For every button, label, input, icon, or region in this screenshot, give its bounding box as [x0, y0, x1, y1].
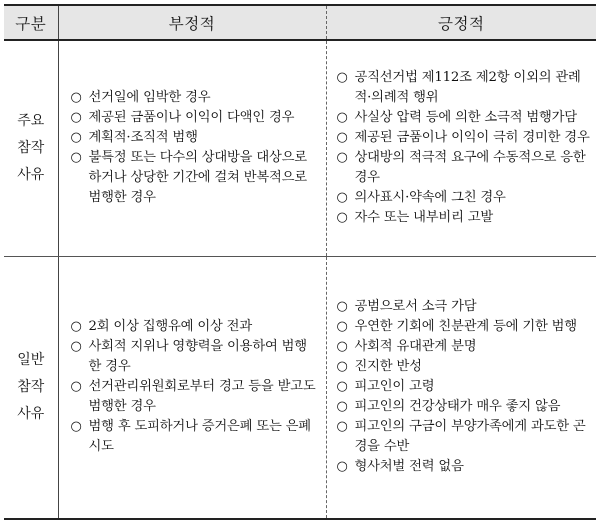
sentencing-factors-table-frame: [4, 4, 596, 518]
category-line: 사유: [17, 405, 45, 422]
negative-cell: [58, 40, 326, 256]
category-cell-general: [4, 256, 58, 519]
list-item: ○ 공범으로서 소극 가담: [337, 297, 591, 317]
circle-bullet-icon: ○: [336, 130, 348, 146]
circle-bullet-icon: ○: [336, 299, 348, 315]
list-item: ○ 계획적·조직적 범행: [71, 128, 318, 148]
circle-bullet-icon: ○: [336, 70, 348, 86]
list-item: ○ 상대방의 적극적 요구에 수동적으로 응한 경우: [336, 150, 586, 186]
circle-bullet-icon: ○: [70, 130, 82, 146]
list-item: ○ 피고인의 건강상태가 매우 좋지 않음: [337, 397, 591, 417]
circle-bullet-icon: ○: [70, 379, 82, 395]
category-cell-main: [4, 40, 58, 256]
circle-bullet-icon: ○: [70, 419, 82, 435]
table-row: [4, 256, 596, 519]
circle-bullet-icon: ○: [336, 379, 348, 395]
positive-cell: [326, 256, 596, 519]
circle-bullet-icon: ○: [336, 319, 348, 335]
list-item: ○ 선거일에 임박한 경우: [71, 88, 318, 108]
positive-cell: [326, 40, 596, 256]
category-line: 사유: [17, 166, 45, 183]
category-line: 주요: [17, 112, 45, 129]
circle-bullet-icon: ○: [336, 359, 348, 375]
list-item: ○ 사회적 유대관계 분명: [337, 337, 591, 357]
category-line: 참작: [17, 139, 45, 156]
header-negative: 부정적: [58, 5, 326, 40]
negative-list: [59, 88, 326, 208]
category-line: 일반: [17, 351, 45, 368]
list-item: ○ 선거관리위원회로부터 경고 등을 받고도 범행한 경우: [70, 379, 316, 415]
circle-bullet-icon: ○: [336, 419, 348, 435]
list-item: ○ 우연한 기회에 친분관계 등에 기한 범행: [337, 317, 591, 337]
list-item: ○ 범행 후 도피하거나 증거은폐 또는 은폐 시도: [70, 419, 311, 455]
list-item: ○ 진지한 반성: [337, 357, 591, 377]
list-item: ○ 불특정 또는 다수의 상대방을 대상으로 하거나 상당한 기간에 걸쳐 반복적으로 범행한 경우: [70, 150, 307, 206]
circle-bullet-icon: ○: [336, 459, 348, 475]
header-positive: 긍정적: [326, 5, 596, 40]
circle-bullet-icon: ○: [70, 319, 82, 335]
negative-cell: [58, 256, 326, 519]
list-item: ○ 사회적 지위나 영향력을 이용하여 범행한 경우: [70, 339, 307, 375]
list-item: ○ 피고인의 구금이 부양가족에게 과도한 곤경을 수반: [336, 419, 586, 455]
header-category: 구분: [4, 5, 58, 40]
circle-bullet-icon: ○: [70, 90, 82, 106]
circle-bullet-icon: ○: [336, 339, 348, 355]
list-item: ○ 피고인이 고령: [337, 377, 591, 397]
circle-bullet-icon: ○: [336, 210, 348, 226]
positive-list: [327, 68, 597, 228]
list-item: ○ 의사표시·약속에 그친 경우: [337, 188, 591, 208]
circle-bullet-icon: ○: [70, 150, 82, 166]
category-line: 참작: [17, 378, 45, 395]
list-item: ○ 제공된 금품이나 이익이 극히 경미한 경우: [337, 128, 591, 148]
list-item: ○ 자수 또는 내부비리 고발: [337, 208, 591, 228]
circle-bullet-icon: ○: [336, 190, 348, 206]
list-item: ○ 형사처벌 전력 없음: [337, 457, 591, 477]
negative-list: [59, 317, 326, 457]
circle-bullet-icon: ○: [336, 150, 348, 166]
list-item: ○ 사실상 압력 등에 의한 소극적 범행가담: [337, 108, 591, 128]
sentencing-factors-table: [4, 4, 596, 520]
circle-bullet-icon: ○: [70, 110, 82, 126]
table-row: [4, 40, 596, 256]
list-item: ○ 공직선거법 제112조 제2항 이외의 관례적·의례적 행위: [336, 70, 581, 106]
header-row: [4, 5, 596, 40]
list-item: ○ 2회 이상 집행유예 이상 전과: [71, 317, 318, 337]
positive-list: [327, 297, 597, 477]
list-item: ○ 제공된 금품이나 이익이 다액인 경우: [71, 108, 318, 128]
circle-bullet-icon: ○: [336, 399, 348, 415]
circle-bullet-icon: ○: [70, 339, 82, 355]
circle-bullet-icon: ○: [336, 110, 348, 126]
